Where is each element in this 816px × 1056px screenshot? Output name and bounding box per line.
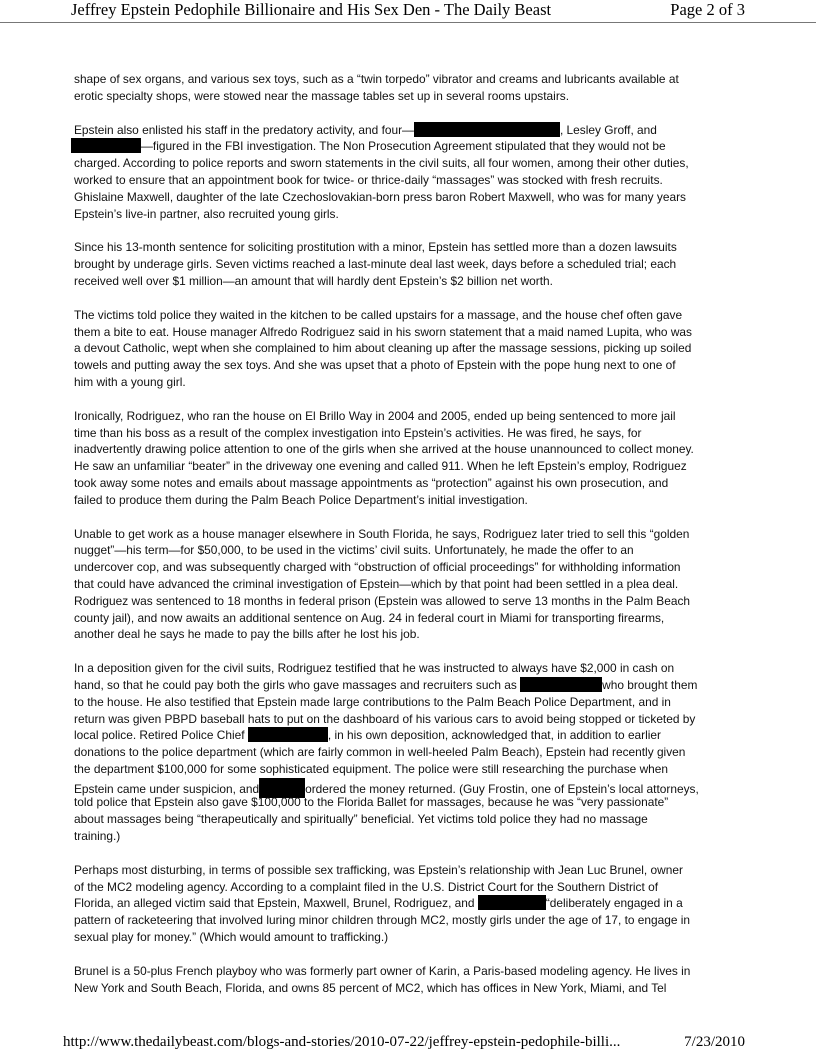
text-line: erotic specialty shops, were stowed near the massage tables set up in several rooms upstairs.: [74, 88, 570, 103]
paragraph-5: [74, 408, 744, 509]
text-line: nugget”—his term—for $50,000, to be used in the victims’ civil suits. Unfortunately, he made the offer to an: [74, 543, 634, 558]
header-divider: [0, 22, 816, 23]
text-line: New York and South Beach, Florida, and owns 85 percent of MC2, which has offices in New York, Miami, and Tel: [74, 980, 667, 995]
text-line: inadvertently drawing police attention to one of the girls when she arrived at the house unannounced to collect money.: [74, 442, 694, 457]
text-segment: local police. Retired Police Chief: [74, 728, 245, 743]
text-line: them a bite to eat. House manager Alfredo Rodriguez said in his sworn statement that a maid named Lupita, who was: [74, 324, 692, 339]
paragraph-2: [74, 122, 744, 223]
text-line: [74, 778, 744, 795]
text-segment: , in his own deposition, acknowledged that, in addition to earlier: [327, 728, 661, 743]
redaction-block: [414, 122, 560, 137]
text-line: towels and putting away the sex toys. And she was upset that a photo of Epstein with the pope hung next to one of: [74, 358, 676, 373]
text-line: to the house. He also testified that Epstein made large contributions to the Palm Beach Police Department, and in: [74, 694, 671, 709]
text-line: a devout Catholic, wept when she complained to him about cleaning up after the massage sessions, picking up soiled: [74, 341, 692, 356]
text-line: donations to the police department (which are fairly common in well-heeled Palm Beach), Epstein had recently given: [74, 745, 686, 760]
text-line: He saw an unfamiliar “beater” in the driveway one evening and called 911. When he left Epstein’s employ, Rodriguez: [74, 459, 687, 474]
text-line: that could have advanced the criminal investigation of Epstein—which by that point had been settled in a plea deal.: [74, 576, 679, 591]
text-line: worked to ensure that an appointment book for twice- or thrice-daily “massages” was stocked with fresh recruits.: [74, 172, 663, 187]
text-line: The victims told police they waited in the kitchen to be called upstairs for a massage, and the house chef often gave: [74, 307, 683, 322]
paragraph-9: [74, 963, 744, 997]
text-line: sexual play for money.” (Which would amount to trafficking.): [74, 930, 389, 945]
print-date: 7/23/2010: [684, 1034, 745, 1050]
text-line: Ironically, Rodriguez, who ran the house on El Brillo Way in 2004 and 2005, ended up being sentenced to more jail: [74, 408, 676, 423]
text-line: of the MC2 modeling agency. According to a complaint filed in the U.S. District Court for the Southern District of: [74, 879, 659, 894]
text-segment: —figured in the FBI investigation. The Non Prosecution Agreement stipulated that they would not be: [141, 139, 666, 154]
text-segment: who brought them: [602, 677, 698, 692]
document-title: Jeffrey Epstein Pedophile Billionaire and His Sex Den - The Daily Beast: [71, 0, 552, 19]
text-line: return was given PBPD baseball hats to put on the dashboard of his various cars to avoid being stopped or ticketed by: [74, 711, 696, 726]
redaction-block: [478, 895, 546, 910]
text-line: Perhaps most disturbing, in terms of possible sex trafficking, was Epstein’s relationship with Jean Luc Brunel, owner: [74, 862, 683, 877]
text-line: brought by underage girls. Seven victims reached a last-minute deal last week, days before a scheduled trial; each: [74, 257, 677, 272]
text-line: Brunel is a 50-plus French playboy who was formerly part owner of Karin, a Paris-based modeling agency. He lives in: [74, 963, 691, 978]
text-line: [74, 727, 744, 744]
redaction-block: [520, 677, 602, 692]
text-line: Ghislaine Maxwell, daughter of the late Czechoslovakian-born press baron Robert Maxwell, who was for many years: [74, 189, 686, 204]
paragraph-4: [74, 307, 744, 391]
text-line: him with a young girl.: [74, 374, 186, 389]
paragraph-8: [74, 862, 744, 946]
text-line: about massages being “therapeutically and spiritually” beneficial. Yet victims told police they had no massage: [74, 812, 648, 827]
text-segment: Epstein also enlisted his staff in the predatory activity, and four—: [74, 122, 414, 137]
text-line: failed to produce them during the Palm Beach Police Department’s initial investigation.: [74, 492, 528, 507]
text-line: Rodriguez was sentenced to 18 months in federal prison (Epstein was allowed to serve 13 months in the Palm Beach: [74, 593, 691, 608]
text-line: the department $100,000 for some sophisticated equipment. The police were still researching the purchase when: [74, 761, 669, 776]
text-line: charged. According to police reports and sworn statements in the civil suits, all four women, among their other duties,: [74, 156, 689, 171]
page-number: Page 2 of 3: [670, 0, 745, 19]
text-line: told police that Epstein also gave $100,000 to the Florida Ballet for massages, because he was “very passionate”: [74, 795, 669, 810]
text-segment: , Lesley Groff, and: [559, 122, 657, 137]
paragraph-1: [74, 71, 744, 105]
redaction-block: [248, 727, 328, 742]
text-line: time than his boss as a result of the complex investigation into Epstein’s activities. He was fired, he says, for: [74, 425, 642, 440]
text-line: shape of sex organs, and various sex toys, such as a “twin torpedo” vibrator and creams and lubricants available at: [74, 72, 679, 86]
text-line: Epstein’s live-in partner, also recruited young girls.: [74, 206, 339, 221]
text-line: In a deposition given for the civil suits, Rodriguez testified that he was instructed to always have $2,000 in cash on: [74, 661, 675, 676]
text-line: [74, 677, 744, 694]
text-line: undercover cop, and was subsequently charged with “obstruction of official proceedings” for withholding information: [74, 560, 681, 575]
text-segment: “deliberately engaged in a: [545, 896, 683, 911]
text-line: pattern of racketeering that involved luring minor children through MC2, mostly girls under the age of 17, to engage in: [74, 913, 691, 928]
text-segment: Florida, an alleged victim said that Epstein, Maxwell, Brunel, Rodriguez, and: [74, 896, 475, 911]
paragraph-3: [74, 239, 744, 289]
paragraph-7: [74, 660, 744, 845]
page-header: [0, 0, 816, 22]
text-line: Since his 13-month sentence for soliciting prostitution with a minor, Epstein has settled more than a dozen lawsuits: [74, 240, 677, 255]
text-line: another deal he says he made to pay the bills after he lost his job.: [74, 627, 420, 642]
article-body: [74, 71, 744, 1013]
text-line: training.): [74, 829, 121, 844]
text-segment: ordered the money returned. (Guy Frostin, one of Epstein’s local attorneys,: [305, 781, 699, 796]
paragraph-6: [74, 526, 744, 644]
text-line: [74, 895, 744, 912]
text-segment: Epstein came under suspicion, and: [74, 781, 260, 796]
text-line: took away some notes and emails about massage appointments as “protection” against his own prosecution, and: [74, 475, 669, 490]
text-segment: hand, so that he could pay both the girls who gave massages and recruiters such as: [74, 677, 517, 692]
text-line: county jail), and now awaits an additional sentence on Aug. 24 in federal court in Miami for transporting firearms,: [74, 610, 665, 625]
redaction-block: [71, 138, 141, 153]
text-line: received well over $1 million—an amount that will hardly dent Epstein’s $2 billion net worth.: [74, 273, 553, 288]
text-line: Unable to get work as a house manager elsewhere in South Florida, he says, Rodriguez later tried to sell this “golden: [74, 526, 690, 541]
text-line: [74, 122, 744, 139]
source-url: http://www.thedailybeast.com/blogs-and-stories/2010-07-22/jeffrey-epstein-pedophile-billi...: [63, 1034, 621, 1050]
text-line: [74, 138, 744, 155]
